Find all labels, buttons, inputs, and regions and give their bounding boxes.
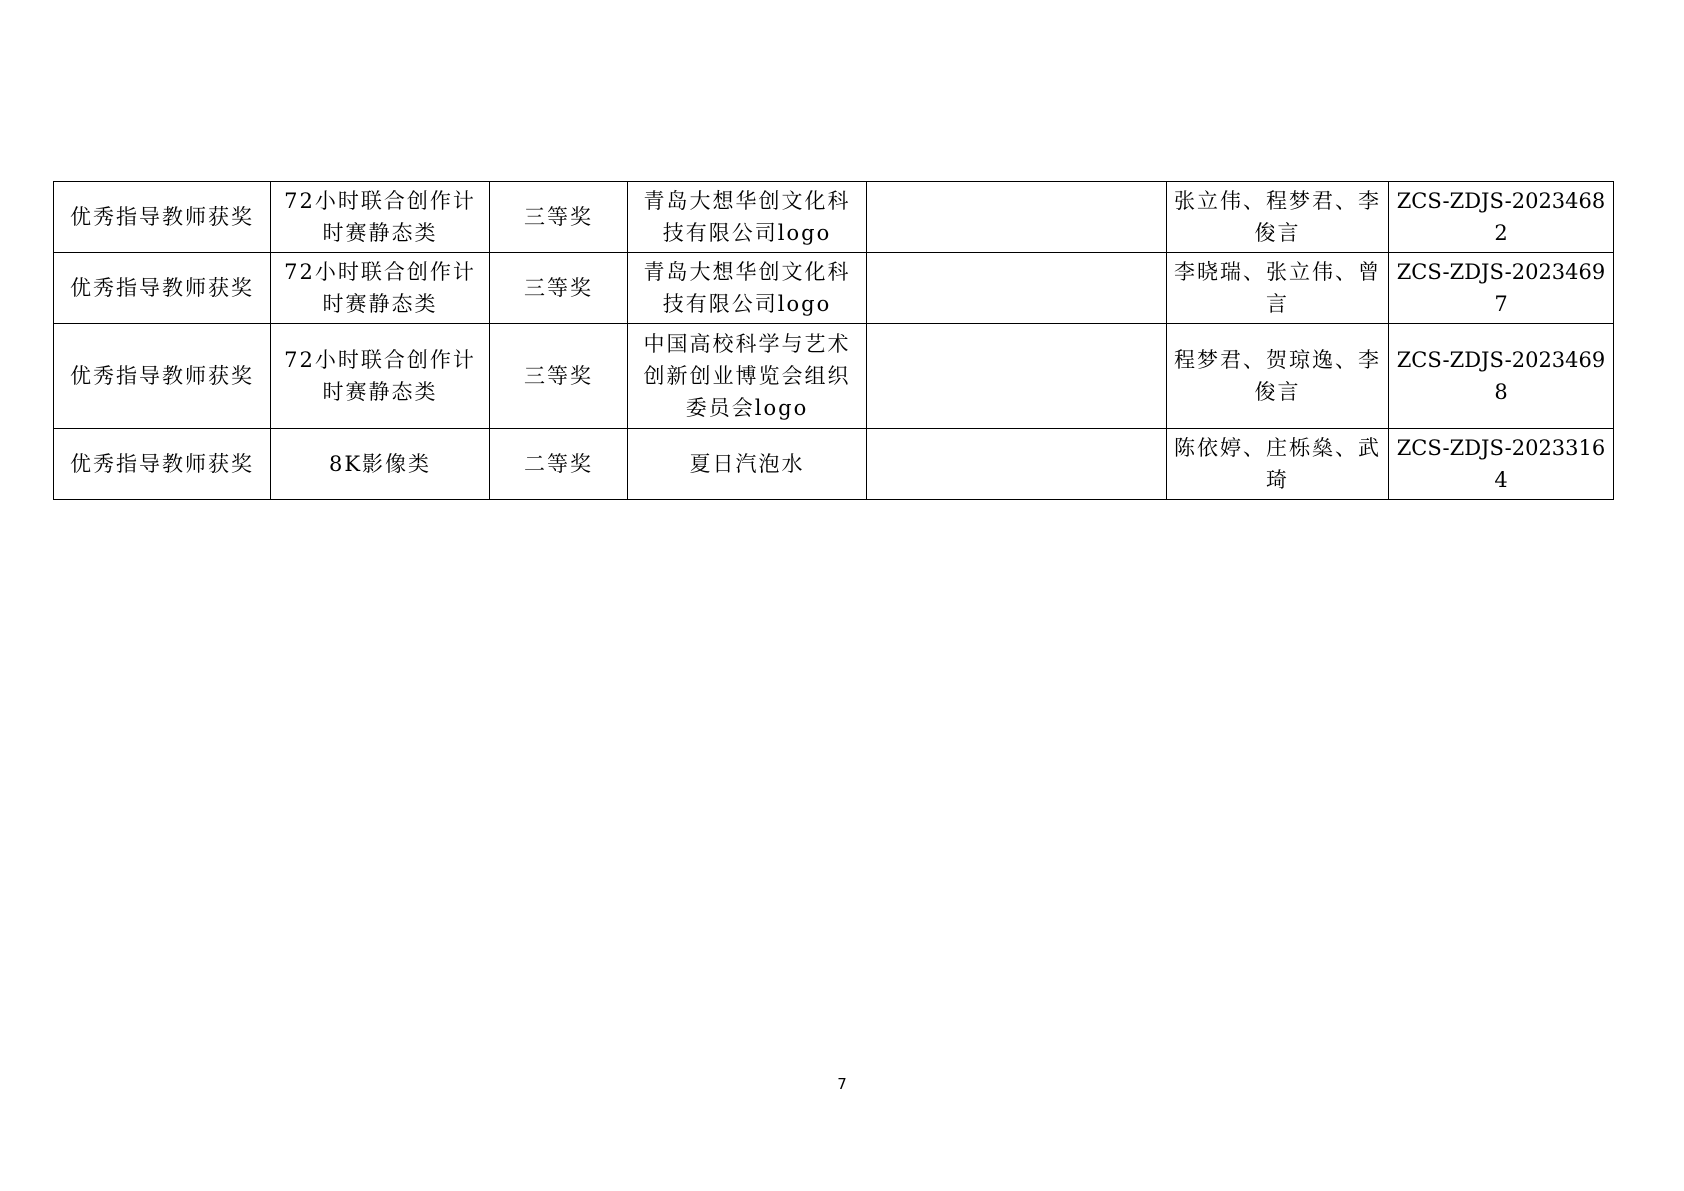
teachers-cell: 陈依婷、庄栎燊、武琦 — [1167, 429, 1389, 500]
table-row — [54, 253, 1614, 324]
category-cell: 8K影像类 — [271, 429, 490, 500]
blank-cell — [867, 253, 1167, 324]
prize-cell: 三等奖 — [490, 253, 628, 324]
category-cell: 72小时联合创作计时赛静态类 — [271, 324, 490, 429]
teachers-cell: 程梦君、贺琼逸、李俊言 — [1167, 324, 1389, 429]
work-cell: 夏日汽泡水 — [628, 429, 867, 500]
prize-cell: 三等奖 — [490, 182, 628, 253]
award-type-cell: 优秀指导教师获奖 — [54, 429, 271, 500]
code-cell: ZCS-ZDJS-20233164 — [1389, 429, 1614, 500]
category-cell: 72小时联合创作计时赛静态类 — [271, 182, 490, 253]
award-type-cell: 优秀指导教师获奖 — [54, 253, 271, 324]
blank-cell — [867, 429, 1167, 500]
work-cell: 青岛大想华创文化科技有限公司logo — [628, 182, 867, 253]
blank-cell — [867, 182, 1167, 253]
award-table — [53, 181, 1614, 500]
award-type-cell: 优秀指导教师获奖 — [54, 182, 271, 253]
blank-cell — [867, 324, 1167, 429]
prize-cell: 二等奖 — [490, 429, 628, 500]
teachers-cell: 李晓瑞、张立伟、曾言 — [1167, 253, 1389, 324]
work-cell: 青岛大想华创文化科技有限公司logo — [628, 253, 867, 324]
teachers-cell: 张立伟、程梦君、李俊言 — [1167, 182, 1389, 253]
code-cell: ZCS-ZDJS-20234682 — [1389, 182, 1614, 253]
code-cell: ZCS-ZDJS-20234697 — [1389, 253, 1614, 324]
table-row — [54, 429, 1614, 500]
page-number: 7 — [837, 1075, 847, 1093]
award-type-cell: 优秀指导教师获奖 — [54, 324, 271, 429]
work-cell: 中国高校科学与艺术创新创业博览会组织委员会logo — [628, 324, 867, 429]
table-row — [54, 182, 1614, 253]
prize-cell: 三等奖 — [490, 324, 628, 429]
table-row — [54, 324, 1614, 429]
category-cell: 72小时联合创作计时赛静态类 — [271, 253, 490, 324]
code-cell: ZCS-ZDJS-20234698 — [1389, 324, 1614, 429]
